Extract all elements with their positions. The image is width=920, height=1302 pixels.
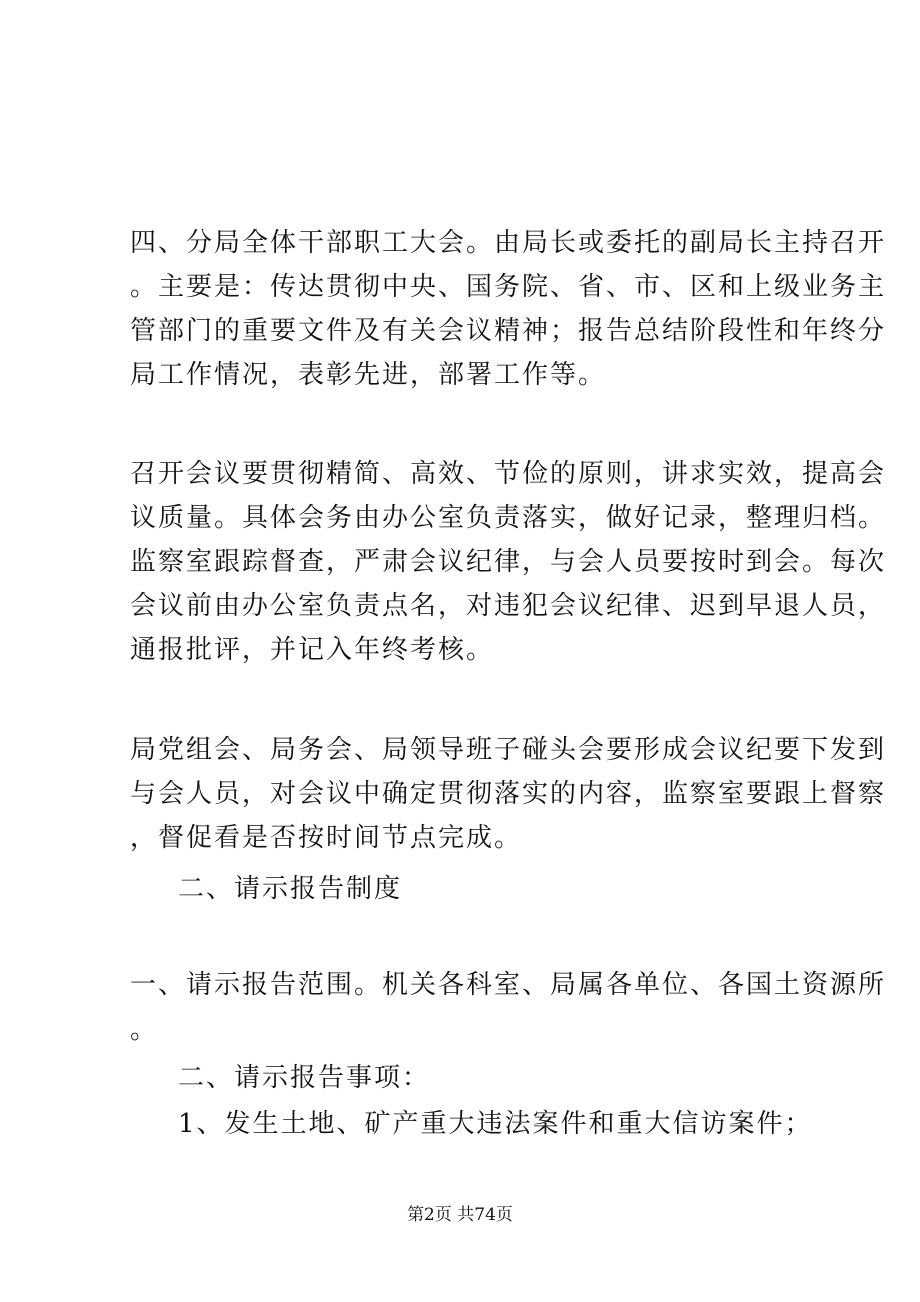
paragraph-line: ，督促看是否按时间节点完成。 — [130, 823, 523, 853]
paragraph-line: 四、分局全体干部职工大会。由局长或委托的副局长主持召开 — [130, 228, 887, 258]
paragraph-line: 。 — [130, 1015, 159, 1045]
paragraph-line: 监察室跟踪督查，严肃会议纪律，与会人员要按时到会。每次 — [130, 547, 887, 577]
paragraph-line: 一、请示报告范围。机关各科室、局属各单位、各国土资源所 — [130, 970, 887, 1000]
list-item: 1、发生土地、矿产重大违法案件和重大信访案件； — [178, 1109, 813, 1139]
paragraph-line: 。主要是：传达贯彻中央、国务院、省、市、区和上级业务主 — [130, 272, 887, 302]
paragraph-line: 与会人员，对会议中确定贯彻落实的内容，监察室要跟上督察 — [130, 779, 887, 809]
section-heading: 二、请示报告制度 — [178, 874, 403, 904]
paragraph-line: 局工作情况，表彰先进，部署工作等。 — [130, 360, 607, 390]
paragraph-line: 议质量。具体会务由办公室负责落实，做好记录，整理归档。 — [130, 503, 887, 533]
subsection-heading: 二、请示报告事项： — [178, 1063, 431, 1093]
paragraph-line: 会议前由办公室负责点名，对违犯会议纪律、迟到早退人员， — [130, 591, 887, 621]
page-number-footer: 第2页 共74页 — [407, 1205, 513, 1225]
paragraph-line: 管部门的重要文件及有关会议精神；报告总结阶段性和年终分 — [130, 316, 887, 346]
paragraph-line: 召开会议要贯彻精简、高效、节俭的原则，讲求实效，提高会 — [130, 459, 887, 489]
paragraph-line: 局党组会、局务会、局领导班子碰头会要形成会议纪要下发到 — [130, 735, 887, 765]
paragraph-line: 通报批评，并记入年终考核。 — [130, 635, 495, 665]
